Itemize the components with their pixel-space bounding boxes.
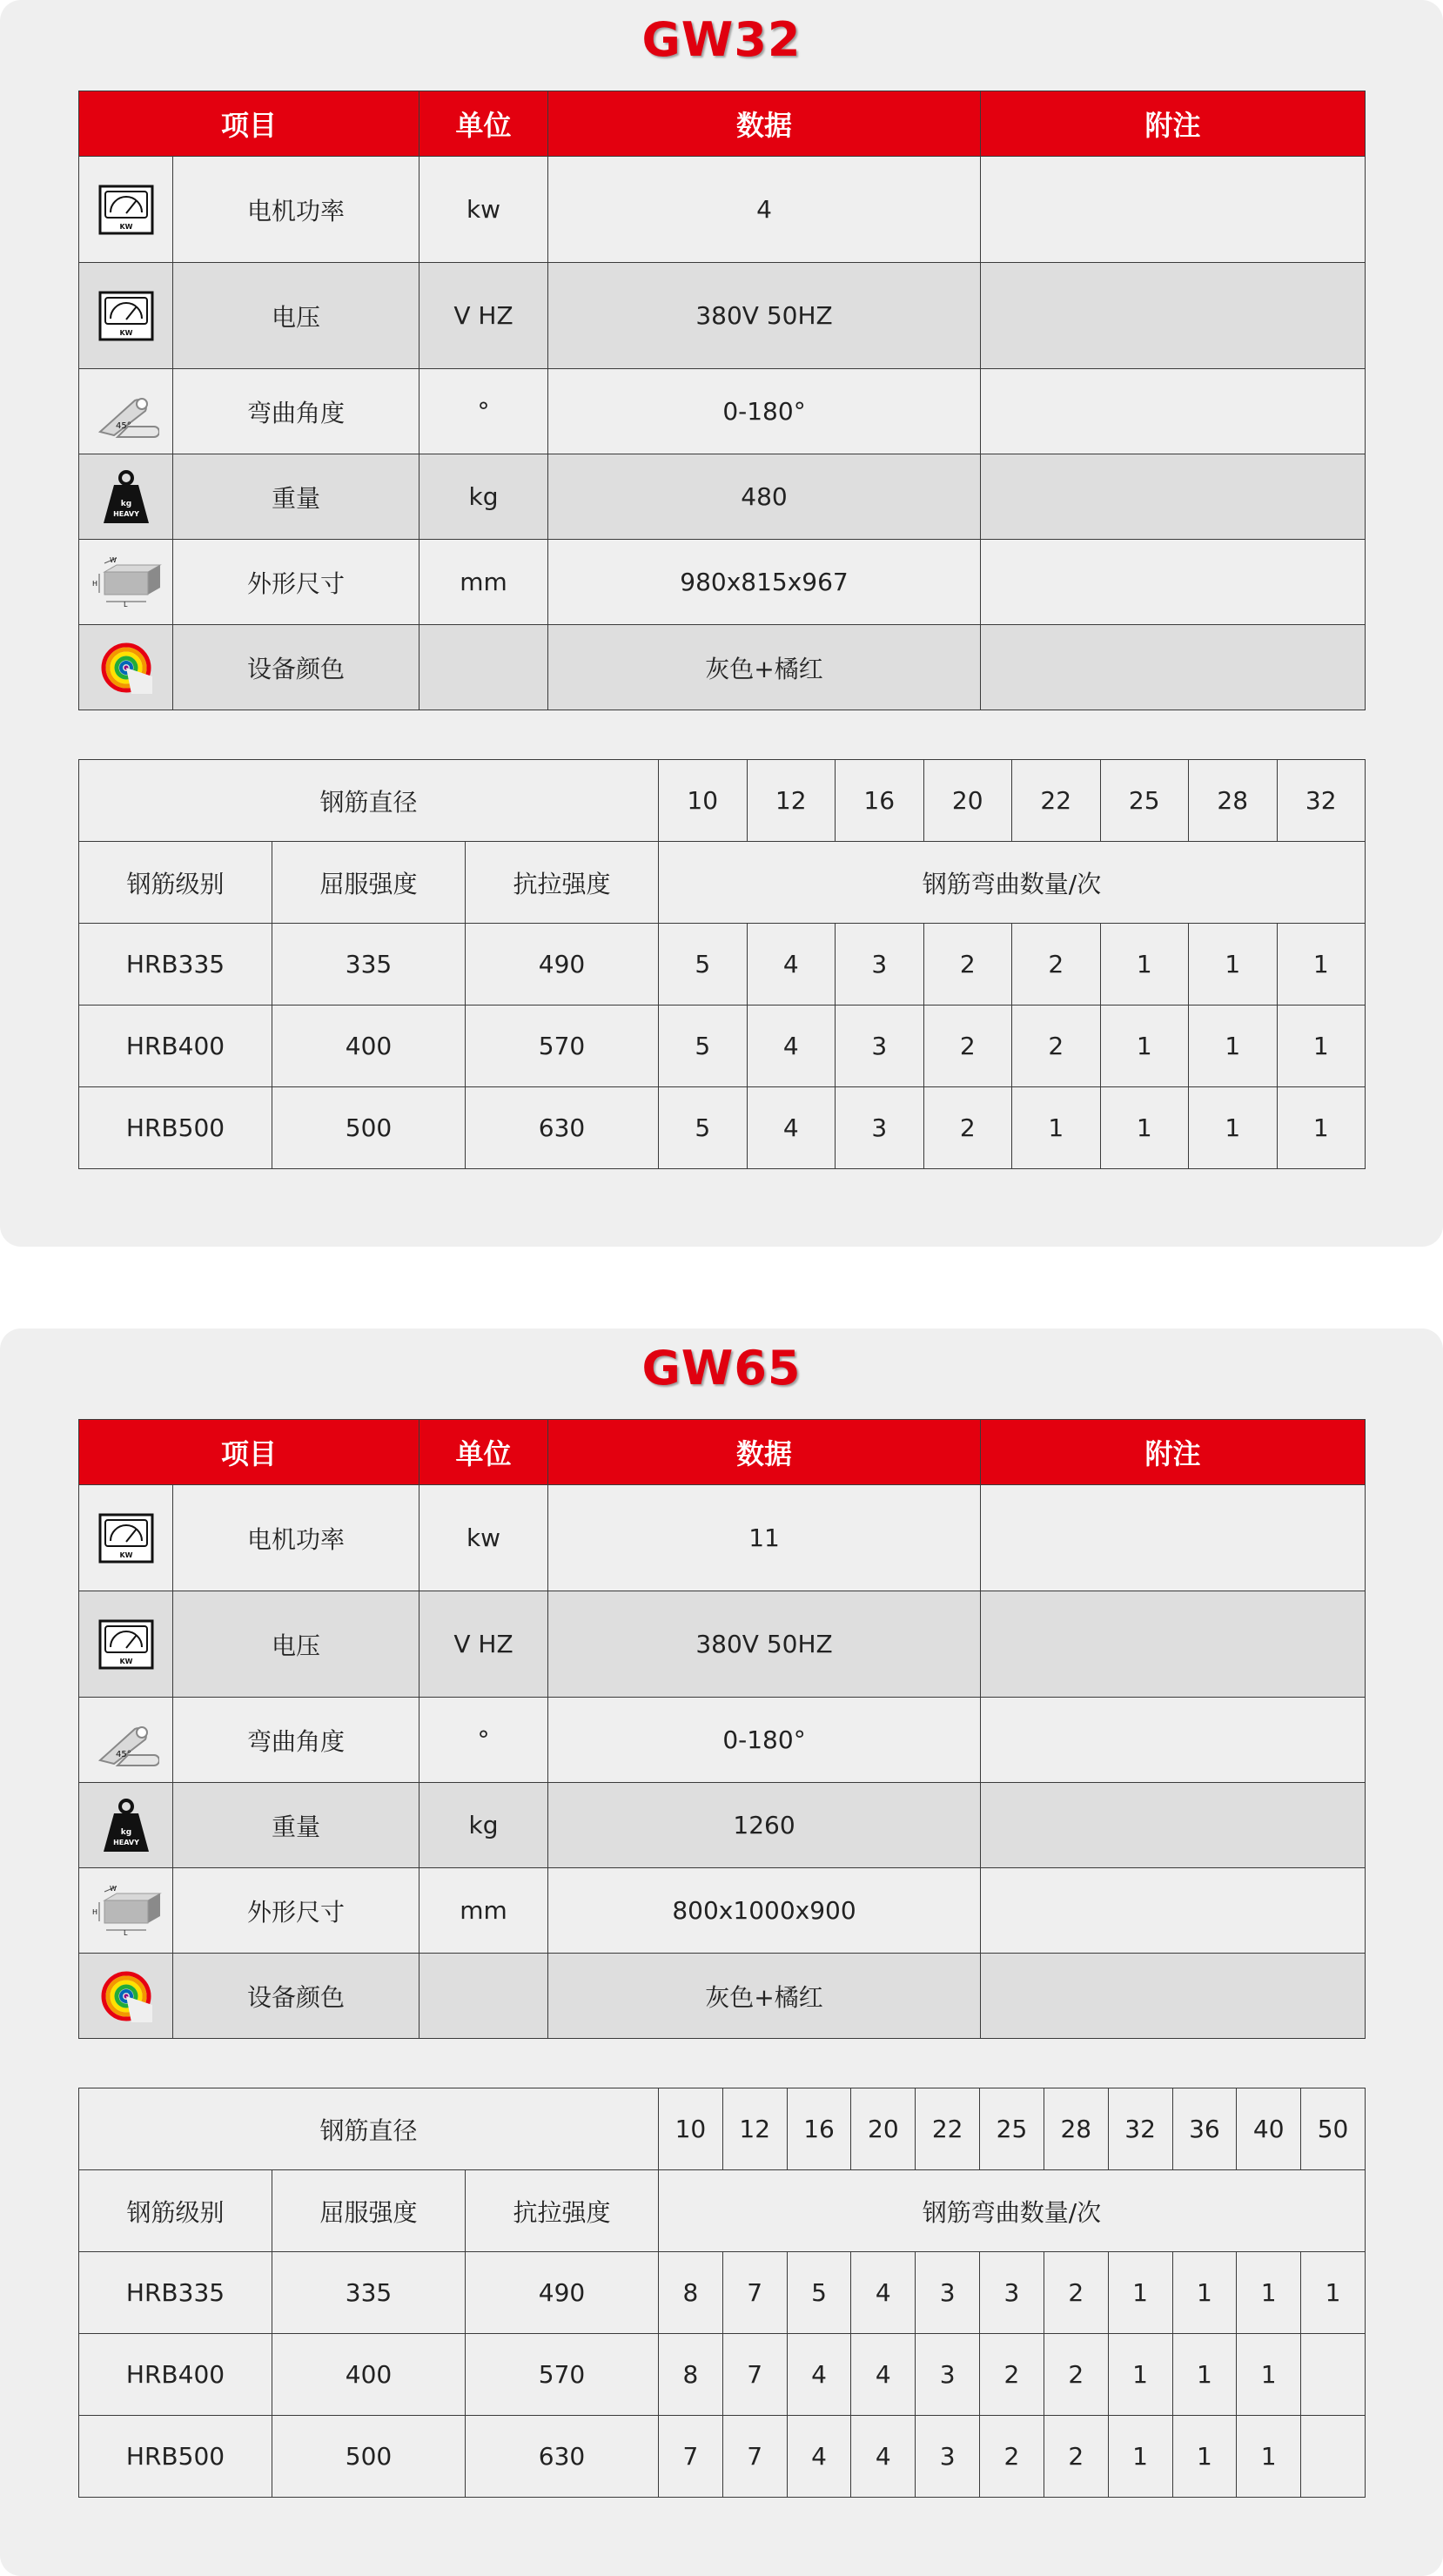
grade-name: HRB335: [79, 924, 272, 1006]
bend-count-cell: 1: [1189, 924, 1278, 1006]
grade-row: [79, 2334, 1366, 2416]
spec-value: 0-180°: [548, 369, 981, 454]
grade-row: [79, 1087, 1366, 1169]
spec-name: 电机功率: [173, 157, 419, 263]
diameter-cell: 10: [659, 760, 748, 842]
spec-row: [79, 625, 1366, 710]
spec-note: [981, 1783, 1366, 1868]
grade-header-cell: 屈服强度: [272, 842, 466, 924]
grade-row: [79, 2416, 1366, 2498]
spec-value: 0-180°: [548, 1698, 981, 1783]
bend-count-cell: [1301, 2416, 1366, 2498]
grade-yield: 335: [272, 924, 466, 1006]
spec-value: 800x1000x900: [548, 1868, 981, 1954]
svg-text:KW: KW: [118, 1550, 133, 1559]
spec-row: [79, 1698, 1366, 1783]
spec-note: [981, 157, 1366, 263]
spec-row: [79, 1868, 1366, 1954]
bend-count-cell: 1: [1172, 2416, 1237, 2498]
svg-text:W: W: [109, 1884, 117, 1893]
diameter-cell: 22: [916, 2088, 980, 2170]
grade-header-row: [79, 2170, 1366, 2252]
spec-name: 重量: [173, 454, 419, 540]
spec-value: 980x815x967: [548, 540, 981, 625]
bend-count-cell: [1301, 2334, 1366, 2416]
grade-name: HRB335: [79, 2252, 272, 2334]
diameter-cell: 32: [1108, 2088, 1172, 2170]
bend-count-cell: 2: [1012, 1006, 1101, 1087]
weight-icon: [79, 1783, 173, 1868]
gw65-panel: [0, 1328, 1443, 2576]
svg-text:kg: kg: [120, 1827, 131, 1837]
spec-name: 电压: [173, 1591, 419, 1698]
bend-count-cell: 1: [1277, 1006, 1366, 1087]
grade-header-cell: 抗拉强度: [466, 2170, 659, 2252]
spec-name: 重量: [173, 1783, 419, 1868]
power-meter-icon: [79, 263, 173, 369]
spec-table: [78, 1419, 1366, 2039]
spec-row: [79, 369, 1366, 454]
bend-angle-icon: [79, 369, 173, 454]
bend-count-cell: 3: [916, 2334, 980, 2416]
diameter-cell: 50: [1301, 2088, 1366, 2170]
bend-count-cell: 2: [1044, 2334, 1108, 2416]
bend-count-cell: 1: [1172, 2252, 1237, 2334]
diameter-cell: 16: [836, 760, 924, 842]
header-item: 项目: [79, 91, 419, 157]
bend-count-cell: 1: [1277, 924, 1366, 1006]
bend-count-cell: 1: [1172, 2334, 1237, 2416]
bend-count-cell: 1: [1108, 2334, 1172, 2416]
header-note: 附注: [981, 91, 1366, 157]
spec-name: 电机功率: [173, 1485, 419, 1591]
bend-count-cell: 1: [1237, 2334, 1301, 2416]
spec-name: 外形尺寸: [173, 540, 419, 625]
count-label: 钢筋弯曲数量/次: [659, 2170, 1366, 2252]
spec-header-row: [79, 91, 1366, 157]
spec-row: [79, 1954, 1366, 2039]
svg-text:H: H: [91, 579, 97, 588]
bend-count-cell: 7: [722, 2252, 787, 2334]
spec-name: 弯曲角度: [173, 1698, 419, 1783]
header-unit: 单位: [419, 1420, 548, 1485]
spec-value: 4: [548, 157, 981, 263]
rebar-diameter-label: 钢筋直径: [79, 760, 659, 842]
spec-table: [78, 91, 1366, 710]
bend-count-cell: 2: [923, 1006, 1012, 1087]
gw32-panel: [0, 0, 1443, 1247]
bend-count-cell: 3: [916, 2252, 980, 2334]
bend-count-cell: 3: [836, 924, 924, 1006]
bend-count-cell: 5: [659, 1087, 748, 1169]
bend-count-cell: 1: [1100, 924, 1189, 1006]
spec-row: [79, 1485, 1366, 1591]
grade-tensile: 490: [466, 2252, 659, 2334]
bend-count-cell: 4: [787, 2334, 851, 2416]
grade-name: HRB500: [79, 1087, 272, 1169]
diameter-cell: 28: [1044, 2088, 1108, 2170]
rebar-table: [78, 2088, 1366, 2498]
spec-name: 电压: [173, 263, 419, 369]
bend-count-cell: 2: [980, 2334, 1044, 2416]
bend-count-cell: 2: [980, 2416, 1044, 2498]
spec-row: [79, 454, 1366, 540]
spec-unit: [419, 1954, 548, 2039]
dimensions-icon: [79, 540, 173, 625]
bend-count-cell: 4: [851, 2252, 916, 2334]
diameter-cell: 22: [1012, 760, 1101, 842]
spec-unit: kg: [419, 1783, 548, 1868]
grade-tensile: 490: [466, 924, 659, 1006]
bend-count-cell: 1: [1277, 1087, 1366, 1169]
dimensions-icon: [79, 1868, 173, 1954]
svg-text:KW: KW: [118, 222, 133, 231]
bend-count-cell: 4: [851, 2416, 916, 2498]
spec-unit: °: [419, 1698, 548, 1783]
diameter-cell: 10: [659, 2088, 723, 2170]
color-wheel-icon: [79, 625, 173, 710]
bend-count-cell: 8: [659, 2252, 723, 2334]
grade-yield: 335: [272, 2252, 466, 2334]
spec-value: 380V 50HZ: [548, 263, 981, 369]
grade-header-cell: 屈服强度: [272, 2170, 466, 2252]
bend-count-cell: 2: [1044, 2416, 1108, 2498]
bend-count-cell: 3: [916, 2416, 980, 2498]
diameter-cell: 36: [1172, 2088, 1237, 2170]
bend-count-cell: 1: [1301, 2252, 1366, 2334]
grade-tensile: 570: [466, 2334, 659, 2416]
diameter-cell: 40: [1237, 2088, 1301, 2170]
bend-count-cell: 1: [1100, 1087, 1189, 1169]
bend-count-cell: 4: [747, 1006, 836, 1087]
diameter-cell: 16: [787, 2088, 851, 2170]
grade-tensile: 630: [466, 1087, 659, 1169]
grade-name: HRB500: [79, 2416, 272, 2498]
grade-header-cell: 钢筋级别: [79, 842, 272, 924]
spec-row: [79, 1591, 1366, 1698]
bend-count-cell: 5: [787, 2252, 851, 2334]
grade-tensile: 630: [466, 2416, 659, 2498]
bend-count-cell: 2: [923, 924, 1012, 1006]
spec-unit: °: [419, 369, 548, 454]
spec-unit: kg: [419, 454, 548, 540]
header-note: 附注: [981, 1420, 1366, 1485]
spec-value: 灰色+橘红: [548, 625, 981, 710]
spec-name: 设备颜色: [173, 1954, 419, 2039]
model-title: GW32: [641, 12, 802, 67]
grade-yield: 400: [272, 2334, 466, 2416]
bend-count-cell: 5: [659, 1006, 748, 1087]
spec-unit: kw: [419, 157, 548, 263]
svg-text:H: H: [91, 1907, 97, 1916]
spec-row: [79, 1783, 1366, 1868]
spec-unit: kw: [419, 1485, 548, 1591]
bend-count-cell: 1: [1189, 1006, 1278, 1087]
diameter-cell: 12: [722, 2088, 787, 2170]
svg-text:kg: kg: [120, 499, 131, 508]
spec-note: [981, 263, 1366, 369]
svg-text:HEAVY: HEAVY: [112, 509, 139, 518]
grade-row: [79, 1006, 1366, 1087]
svg-text:KW: KW: [118, 1657, 133, 1665]
grade-tensile: 570: [466, 1006, 659, 1087]
svg-text:45°: 45°: [115, 1749, 131, 1759]
grade-name: HRB400: [79, 1006, 272, 1087]
grade-row: [79, 924, 1366, 1006]
bend-count-cell: 1: [1237, 2252, 1301, 2334]
grade-yield: 500: [272, 1087, 466, 1169]
bend-count-cell: 1: [1108, 2416, 1172, 2498]
bend-count-cell: 7: [659, 2416, 723, 2498]
power-meter-icon: [79, 1591, 173, 1698]
bend-count-cell: 1: [1108, 2252, 1172, 2334]
bend-count-cell: 5: [659, 924, 748, 1006]
bend-count-cell: 1: [1100, 1006, 1189, 1087]
spec-name: 设备颜色: [173, 625, 419, 710]
spec-value: 灰色+橘红: [548, 1954, 981, 2039]
svg-text:L: L: [123, 600, 127, 609]
grade-header-cell: 抗拉强度: [466, 842, 659, 924]
diameter-row: [79, 760, 1366, 842]
diameter-cell: 25: [1100, 760, 1189, 842]
diameter-cell: 32: [1277, 760, 1366, 842]
bend-count-cell: 1: [1012, 1087, 1101, 1169]
svg-text:L: L: [123, 1928, 127, 1937]
bend-count-cell: 4: [747, 1087, 836, 1169]
bend-count-cell: 7: [722, 2334, 787, 2416]
header-item: 项目: [79, 1420, 419, 1485]
grade-yield: 400: [272, 1006, 466, 1087]
power-meter-icon: [79, 1485, 173, 1591]
bend-count-cell: 3: [836, 1087, 924, 1169]
diameter-row: [79, 2088, 1366, 2170]
diameter-cell: 25: [980, 2088, 1044, 2170]
bend-count-cell: 3: [836, 1006, 924, 1087]
bend-count-cell: 2: [1044, 2252, 1108, 2334]
color-wheel-icon: [79, 1954, 173, 2039]
bend-count-cell: 7: [722, 2416, 787, 2498]
count-label: 钢筋弯曲数量/次: [659, 842, 1366, 924]
header-unit: 单位: [419, 91, 548, 157]
rebar-table: [78, 759, 1366, 1169]
diameter-cell: 20: [851, 2088, 916, 2170]
spec-note: [981, 1698, 1366, 1783]
diameter-cell: 20: [923, 760, 1012, 842]
svg-text:KW: KW: [118, 328, 133, 337]
spec-unit: mm: [419, 540, 548, 625]
diameter-cell: 12: [747, 760, 836, 842]
svg-text:HEAVY: HEAVY: [112, 1838, 139, 1846]
spec-name: 弯曲角度: [173, 369, 419, 454]
bend-count-cell: 4: [851, 2334, 916, 2416]
spec-value: 11: [548, 1485, 981, 1591]
spec-note: [981, 454, 1366, 540]
spec-value: 1260: [548, 1783, 981, 1868]
bend-count-cell: 1: [1237, 2416, 1301, 2498]
weight-icon: [79, 454, 173, 540]
spec-row: [79, 157, 1366, 263]
bend-count-cell: 2: [1012, 924, 1101, 1006]
grade-header-cell: 钢筋级别: [79, 2170, 272, 2252]
bend-count-cell: 8: [659, 2334, 723, 2416]
header-data: 数据: [548, 91, 981, 157]
spec-note: [981, 1868, 1366, 1954]
spec-unit: mm: [419, 1868, 548, 1954]
spec-note: [981, 625, 1366, 710]
bend-angle-icon: [79, 1698, 173, 1783]
bend-count-cell: 4: [787, 2416, 851, 2498]
svg-text:45°: 45°: [115, 420, 131, 431]
bend-count-cell: 3: [980, 2252, 1044, 2334]
model-title: GW65: [641, 1341, 802, 1396]
bend-count-cell: 1: [1189, 1087, 1278, 1169]
grade-header-row: [79, 842, 1366, 924]
spec-header-row: [79, 1420, 1366, 1485]
bend-count-cell: 4: [747, 924, 836, 1006]
diameter-cell: 28: [1189, 760, 1278, 842]
spec-row: [79, 263, 1366, 369]
rebar-diameter-label: 钢筋直径: [79, 2088, 659, 2170]
spec-value: 380V 50HZ: [548, 1591, 981, 1698]
spec-note: [981, 1485, 1366, 1591]
spec-note: [981, 1954, 1366, 2039]
grade-yield: 500: [272, 2416, 466, 2498]
bend-count-cell: 2: [923, 1087, 1012, 1169]
spec-row: [79, 540, 1366, 625]
spec-unit: V HZ: [419, 1591, 548, 1698]
header-data: 数据: [548, 1420, 981, 1485]
spec-name: 外形尺寸: [173, 1868, 419, 1954]
spec-unit: V HZ: [419, 263, 548, 369]
spec-value: 480: [548, 454, 981, 540]
svg-text:W: W: [109, 555, 117, 564]
spec-note: [981, 1591, 1366, 1698]
spec-unit: [419, 625, 548, 710]
grade-row: [79, 2252, 1366, 2334]
power-meter-icon: [79, 157, 173, 263]
spec-note: [981, 540, 1366, 625]
spec-note: [981, 369, 1366, 454]
grade-name: HRB400: [79, 2334, 272, 2416]
